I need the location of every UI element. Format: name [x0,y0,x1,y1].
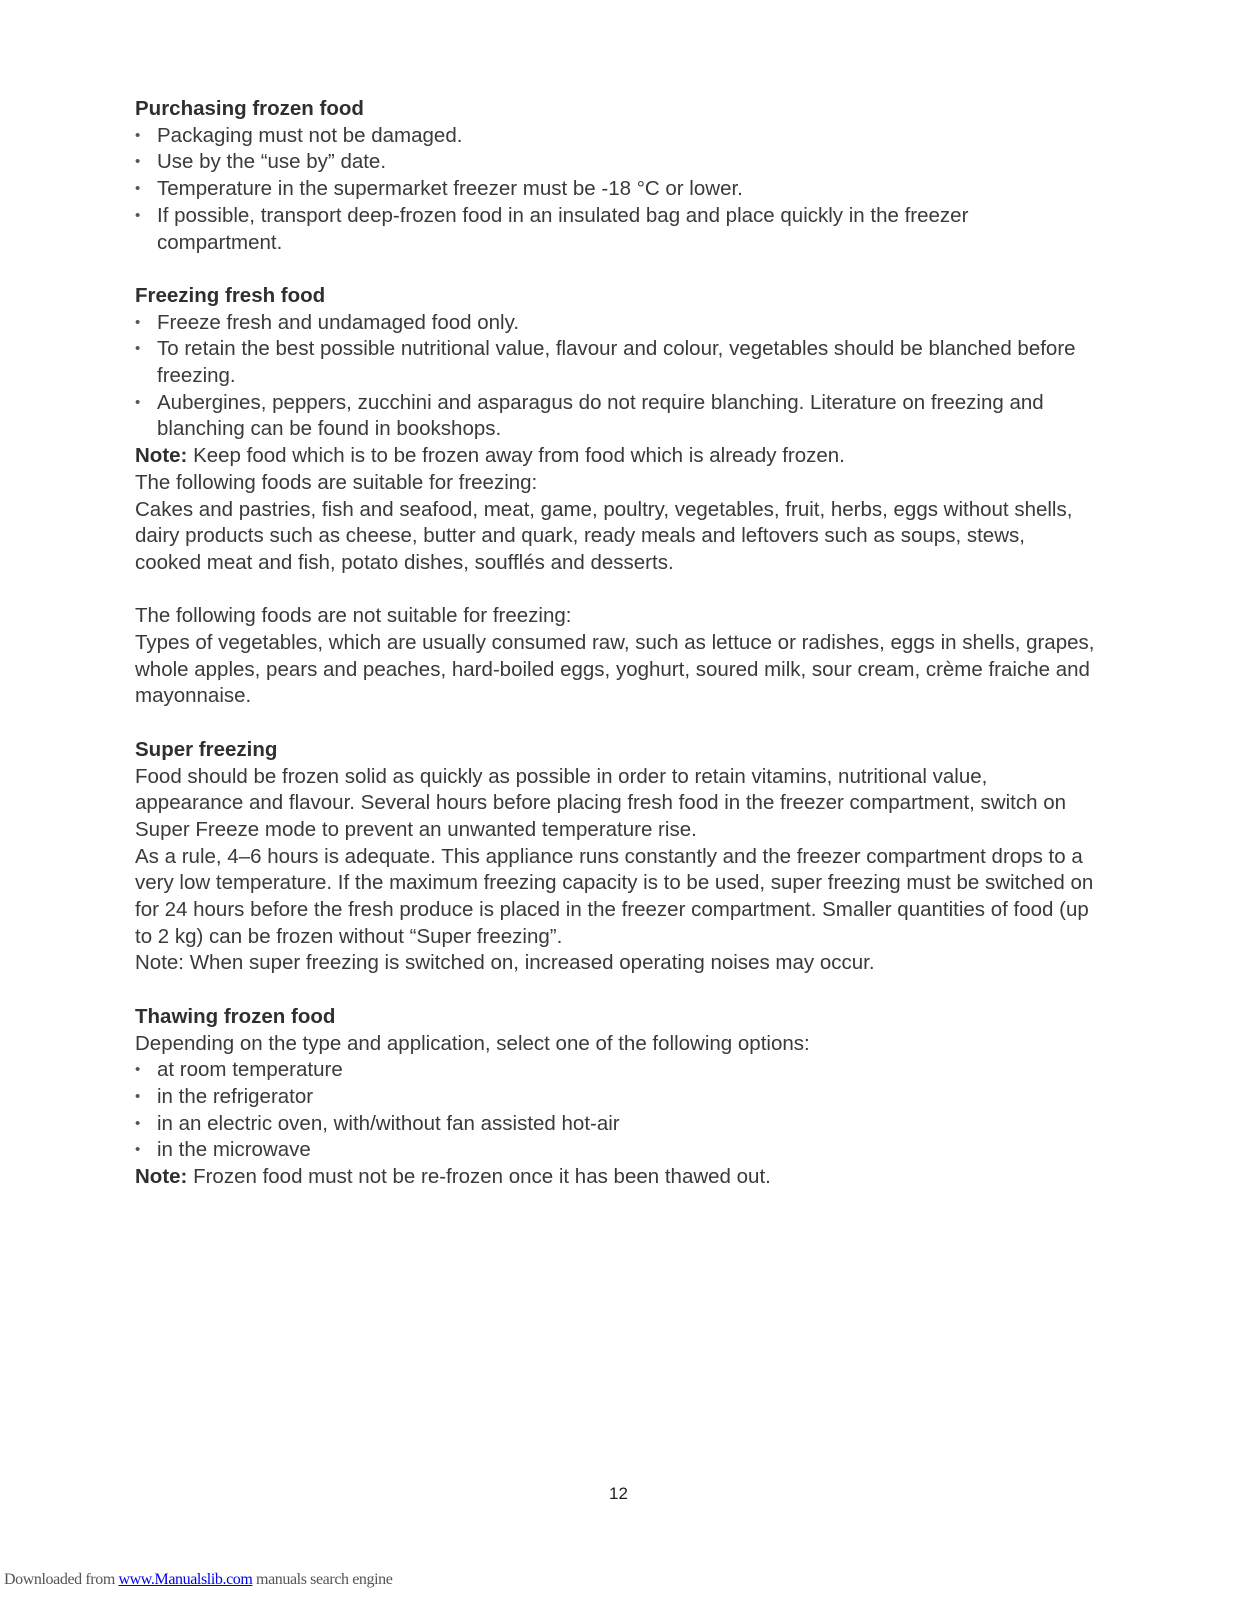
section-heading: Freezing fresh food [135,283,326,307]
suitable-list: Cakes and pastries, fish and seafood, meat, game, poultry, vegetables, fruit, herbs, eggs without shells, dairy products such as cheese, butter and quark, ready meals and leftovers such as soups, stews, cooked meat and fish, potato dishes, soufflés and desserts. [135,497,1073,574]
list-item: • If possible, transport deep-frozen food in an insulated bag and place quickly in the freezer compartment. [135,203,1095,256]
section-not-suitable [135,603,1095,710]
not-suitable-intro: The following foods are not suitable for freezing: [135,604,572,628]
list-item: • in the microwave [135,1137,1095,1164]
paragraph: As a rule, 4–6 hours is adequate. This appliance runs constantly and the freezer compartment drops to a very low temperature. If the maximum freezing capacity is to be used, super freezing must be switched on for 24 hours before the fresh produce is placed in the freezer compartment. Smaller quantities of food (up to 2 kg) can be frozen without “Super freezing”. [135,844,1094,948]
note-text: Keep food which is to be frozen away from food which is already frozen. [187,444,845,468]
section-freezing-fresh-food [135,283,1095,577]
note-text: Frozen food must not be re-frozen once it has been thawed out. [187,1165,771,1189]
note-paragraph: Note: When super freezing is switched on, increased operating noises may occur. [135,951,875,975]
not-suitable-list: Types of vegetables, which are usually consumed raw, such as lettuce or radishes, eggs in shells, grapes, whole apples, pears and peaches, hard-boiled eggs, yoghurt, soured milk, sour cream, crème fraiche and mayonnaise. [135,631,1095,708]
section-heading: Purchasing frozen food [135,97,364,120]
footer-prefix: Downloaded from [4,1571,119,1588]
section-heading: Super freezing [135,737,278,761]
section-purchasing-frozen-food [135,96,1095,256]
download-footer [4,1571,392,1589]
page-content [135,96,1095,1217]
bullet-list [135,310,1095,444]
footer-suffix: manuals search engine [252,1571,393,1588]
paragraph: Food should be frozen solid as quickly as possible in order to retain vitamins, nutritional value, appearance and flavour. Several hours before placing fresh food in the freezer compartment, switch on Super Freeze mode to prevent an unwanted temperature rise. [135,764,1067,841]
bullet-list [135,1057,1095,1164]
list-item: • To retain the best possible nutritional value, flavour and colour, vegetables should be blanched before freezing. [135,336,1095,389]
note-label: Note: [135,444,188,468]
section-heading: Thawing frozen food [135,1004,336,1028]
section-thawing-frozen-food [135,1004,1095,1191]
list-item: • Packaging must not be damaged. [135,123,1095,150]
suitable-intro: The following foods are suitable for freezing: [135,470,538,494]
list-item: • Freeze fresh and undamaged food only. [135,310,1095,337]
page-number: 12 [609,1484,628,1503]
list-item: • in the refrigerator [135,1084,1095,1111]
note-label: Note: [135,1165,188,1189]
note-paragraph [135,443,1095,470]
section-super-freezing [135,737,1095,977]
bullet-list [135,123,1095,257]
list-item: • Aubergines, peppers, zucchini and asparagus do not require blanching. Literature on freezing and blanching can be found in bookshops. [135,390,1095,443]
list-item: • Use by the “use by” date. [135,149,1095,176]
thawing-intro: Depending on the type and application, select one of the following options: [135,1031,810,1055]
list-item: • in an electric oven, with/without fan assisted hot-air [135,1111,1095,1138]
note-paragraph [135,1164,1095,1191]
manualslib-link[interactable]: www.Manualslib.com [118,1571,253,1588]
list-item: • at room temperature [135,1057,1095,1084]
list-item: • Temperature in the supermarket freezer must be -18 °C or lower. [135,176,1095,203]
